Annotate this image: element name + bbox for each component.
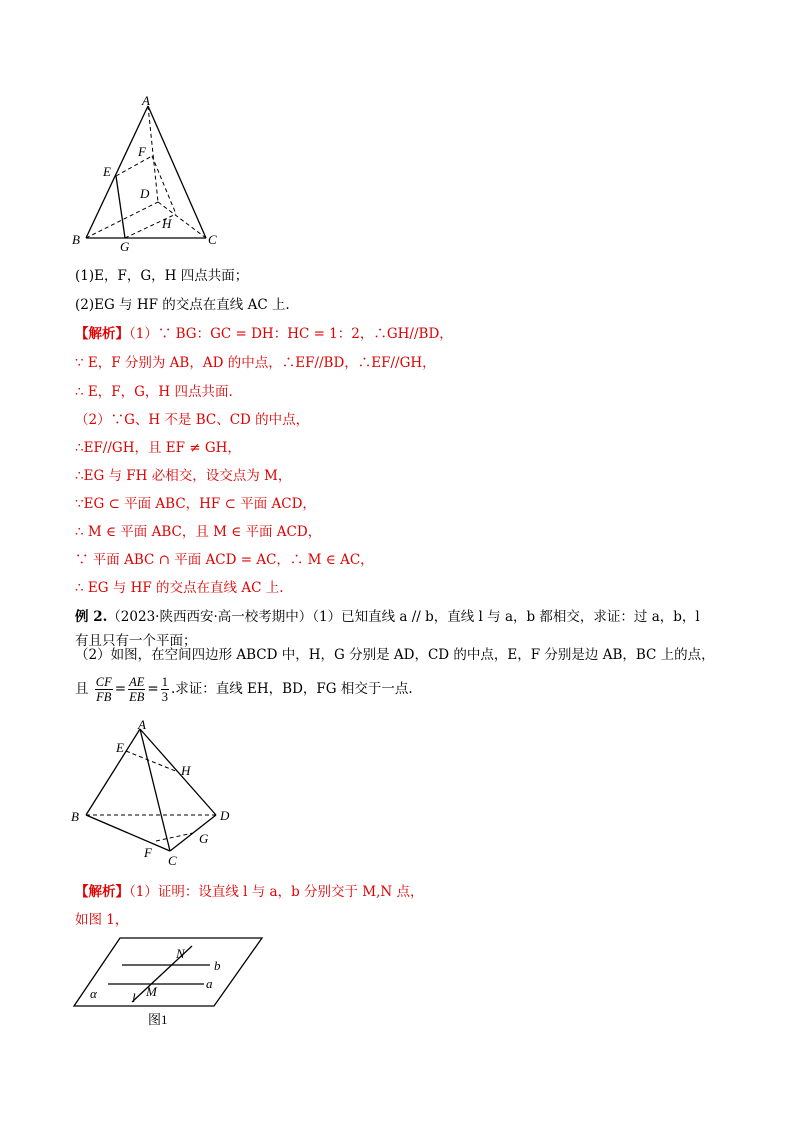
fraction-ae-eb-denominator: EB (129, 690, 145, 704)
vertex-c-label: C (168, 853, 177, 868)
solution-2-line-1 (75, 882, 424, 902)
example-2-line-2: 有且只有一个平面； (75, 633, 197, 649)
solution-2-fig-ref: 如图 1， (75, 912, 129, 928)
vertex-c-label: C (208, 232, 217, 247)
example-2-line-4 (75, 670, 413, 708)
fraction-one-third-numerator: 1 (161, 675, 168, 689)
statement-2: (2)EG 与 HF 的交点在直线 AC 上. (75, 297, 290, 313)
vertex-d-label: D (220, 808, 230, 823)
equals-sign-1: = (114, 681, 127, 697)
fraction-cf-fb (95, 675, 113, 704)
solution-line-7: ∵EG ⊂ 平面 ABC，HF ⊂ 平面 ACD， (75, 496, 316, 512)
solution-line-2: ∵ E，F 分别为 AB，AD 的中点，∴EF//BD，∴EF//GH， (75, 355, 436, 371)
equals-sign-2: = (147, 681, 159, 697)
plane-lines-figure-3 (70, 932, 270, 1032)
vertex-b-label: B (71, 809, 79, 824)
fraction-cf-fb-numerator: CF (95, 675, 112, 689)
vertex-f-label: F (138, 144, 146, 159)
point-m-label: M (146, 984, 157, 999)
fraction-cf-fb-denominator: FB (96, 690, 112, 704)
solution-line-1-text: （1）∵ BG：GC = DH：HC = 1：2，∴GH//BD， (129, 326, 453, 342)
solution-2-tag: 【解析】 (75, 884, 129, 900)
statement-1: (1)E，F，G，H 四点共面； (75, 268, 249, 284)
solution-line-4: （2）∵G、H 不是 BC、CD 的中点， (75, 412, 310, 428)
solution-2-text: （1）证明：设直线 l 与 a，b 分别交于 M,N 点， (129, 884, 424, 900)
vertex-e-label: E (103, 164, 111, 179)
solution-line-3: ∴ E，F，G，H 四点共面. (75, 384, 233, 400)
solution-tag: 【解析】 (75, 326, 129, 342)
fraction-ae-eb-numerator: AE (129, 675, 145, 689)
solution-line-8: ∴ M ∈ 平面 ABC，且 M ∈ 平面 ACD， (75, 524, 322, 540)
solution-line-10: ∴ EG 与 HF 的交点在直线 AC 上. (75, 580, 284, 596)
solution-line-5: ∴EF//GH，且 EF ≠ GH， (75, 440, 241, 456)
vertex-h-label: H (181, 763, 191, 778)
solution-line-1 (75, 324, 453, 344)
solution-line-6: ∴EG 与 FH 必相交，设交点为 M， (75, 468, 292, 484)
vertex-h-label: H (162, 216, 172, 231)
fraction-ae-eb (128, 675, 145, 704)
vertex-g-label: G (199, 831, 209, 846)
example-2-label: 例 2. (75, 609, 108, 625)
vertex-d-label: D (140, 186, 150, 201)
example-2-qie: 且 (75, 681, 89, 697)
solution-line-9: ∵ 平面 ABC ∩ 平面 ACD = AC，∴ M ∈ AC， (75, 552, 374, 568)
vertex-b-label: B (72, 232, 80, 247)
example-2-part1: （1）已知直线 a // b，直线 l 与 a，b 都相交，求证：过 a，b，l (312, 609, 700, 625)
fraction-one-third (161, 675, 169, 704)
tetrahedron-figure-1 (70, 92, 230, 252)
line-b-label: b (214, 958, 221, 973)
vertex-a-label: A (138, 717, 146, 732)
figure-caption: 图1 (148, 1012, 168, 1027)
example-2-line-1 (75, 607, 700, 627)
vertex-e-label: E (116, 740, 124, 755)
plane-alpha-label: α (90, 986, 97, 1001)
line-l-label: l (132, 990, 136, 1005)
point-n-label: N (176, 946, 185, 961)
fraction-one-third-denominator: 3 (161, 690, 168, 704)
line-a-label: a (206, 976, 213, 991)
example-2-line-3: （2）如图，在空间四边形 ABCD 中，H，G 分别是 AD，CD 的中点，E，F 分别是边 AB，BC 上的点， (75, 647, 715, 663)
vertex-g-label: G (120, 239, 130, 252)
example-2-line-4-text: .求证：直线 EH，BD，FG 相交于一点. (170, 681, 413, 697)
vertex-a-label: A (142, 93, 150, 108)
vertex-f-label: F (144, 845, 152, 860)
example-2-source: （2023·陕西西安·高一校考期中） (107, 609, 313, 625)
tetrahedron-figure-2 (68, 715, 248, 875)
